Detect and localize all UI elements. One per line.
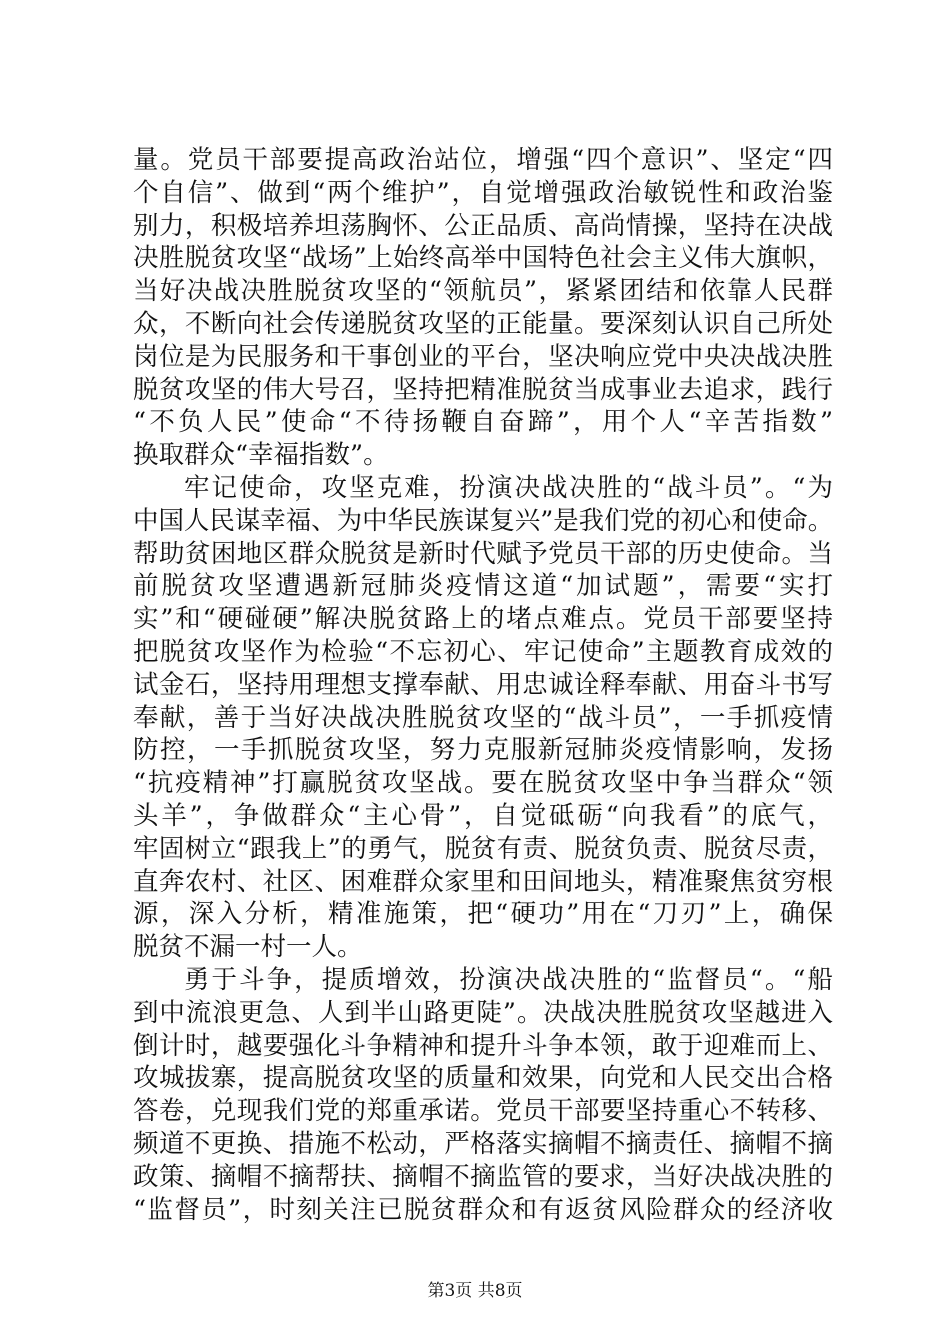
text-line: 牢固树立“跟我上”的勇气，脱贫有责、脱贫负责、脱贫尽责， <box>133 833 833 864</box>
text-line: 实”和“硬碰硬”解决脱贫路上的堵点难点。党员干部要坚持 <box>133 604 833 635</box>
text-line: 当好决战决胜脱贫攻坚的“领航员”，紧紧团结和依靠人民群 <box>133 276 833 307</box>
text-line: 防控，一手抓脱贫攻坚，努力克服新冠肺炎疫情影响，发扬 <box>133 735 833 766</box>
text-line: “不负人民”使命“不待扬鞭自奋蹄”，用个人“辛苦指数” <box>133 407 833 438</box>
text-line: 频道不更换、措施不松动，严格落实摘帽不摘责任、摘帽不摘 <box>133 1128 833 1159</box>
text-line: 头羊”，争做群众“主心骨”，自觉砥砺“向我看”的底气， <box>133 800 833 831</box>
text-line: 脱贫攻坚的伟大号召，坚持把精准脱贫当成事业去追求，践行 <box>133 374 833 405</box>
text-line: 试金石，坚持用理想支撑奉献、用忠诚诠释奉献、用奋斗书写 <box>133 669 833 700</box>
text-line: 众，不断向社会传递脱贫攻坚的正能量。要深刻认识自己所处 <box>133 308 833 339</box>
text-line: 倒计时，越要强化斗争精神和提升斗争本领，敢于迎难而上、 <box>133 1030 833 1061</box>
text-line: 岗位是为民服务和干事创业的平台，坚决响应党中央决战决胜 <box>133 341 833 372</box>
text-line: 别力，积极培养坦荡胸怀、公正品质、高尚情操，坚持在决战 <box>133 210 833 241</box>
text-line: 脱贫不漏一村一人。 <box>133 932 363 963</box>
text-line: 决胜脱贫攻坚“战场”上始终高举中国特色社会主义伟大旗帜， <box>133 243 833 274</box>
paragraph-start-line: 牢记使命，攻坚克难，扮演决战决胜的“战斗员”。“为 <box>184 472 833 503</box>
text-line: 到中流浪更急、人到半山路更陡”。决战决胜脱贫攻坚越进入 <box>133 997 833 1028</box>
text-line: 换取群众“幸福指数”。 <box>133 440 389 471</box>
text-line: 帮助贫困地区群众脱贫是新时代赋予党员干部的历史使命。当 <box>133 538 833 569</box>
text-line: 政策、摘帽不摘帮扶、摘帽不摘监管的要求，当好决战决胜的 <box>133 1161 833 1192</box>
text-line: 源，深入分析，精准施策，把“硬功”用在“刀刃”上，确保 <box>133 899 833 930</box>
paragraph-start-line: 勇于斗争，提质增效，扮演决战决胜的“监督员“。“船 <box>184 964 833 995</box>
text-line: 个自信”、做到“两个维护”，自觉增强政治敏锐性和政治鉴 <box>133 177 833 208</box>
text-line: 前脱贫攻坚遭遇新冠肺炎疫情这道“加试题”，需要“实打 <box>133 571 833 602</box>
page-number-footer: 第3页 共8页 <box>427 1281 523 1301</box>
text-line: 直奔农村、社区、困难群众家里和田间地头，精准聚焦贫穷根 <box>133 866 833 897</box>
text-line: 奉献，善于当好决战决胜脱贫攻坚的“战斗员”，一手抓疫情 <box>133 702 833 733</box>
text-line: 量。党员干部要提高政治站位，增强“四个意识”、坚定“四 <box>133 145 833 175</box>
text-line: “抗疫精神”打赢脱贫攻坚战。要在脱贫攻坚中争当群众“领 <box>133 768 833 799</box>
text-line: 答卷，兑现我们党的郑重承诺。党员干部要坚持重心不转移、 <box>133 1096 833 1127</box>
text-line: 把脱贫攻坚作为检验“不忘初心、牢记使命”主题教育成效的 <box>133 636 833 667</box>
text-line: 攻城拔寨，提高脱贫攻坚的质量和效果，向党和人民交出合格 <box>133 1063 833 1094</box>
text-line: 中国人民谋幸福、为中华民族谋复兴”是我们党的初心和使命。 <box>133 505 833 536</box>
text-line: “监督员”，时刻关注已脱贫群众和有返贫风险群众的经济收 <box>133 1194 833 1225</box>
body-text <box>133 144 833 1226</box>
